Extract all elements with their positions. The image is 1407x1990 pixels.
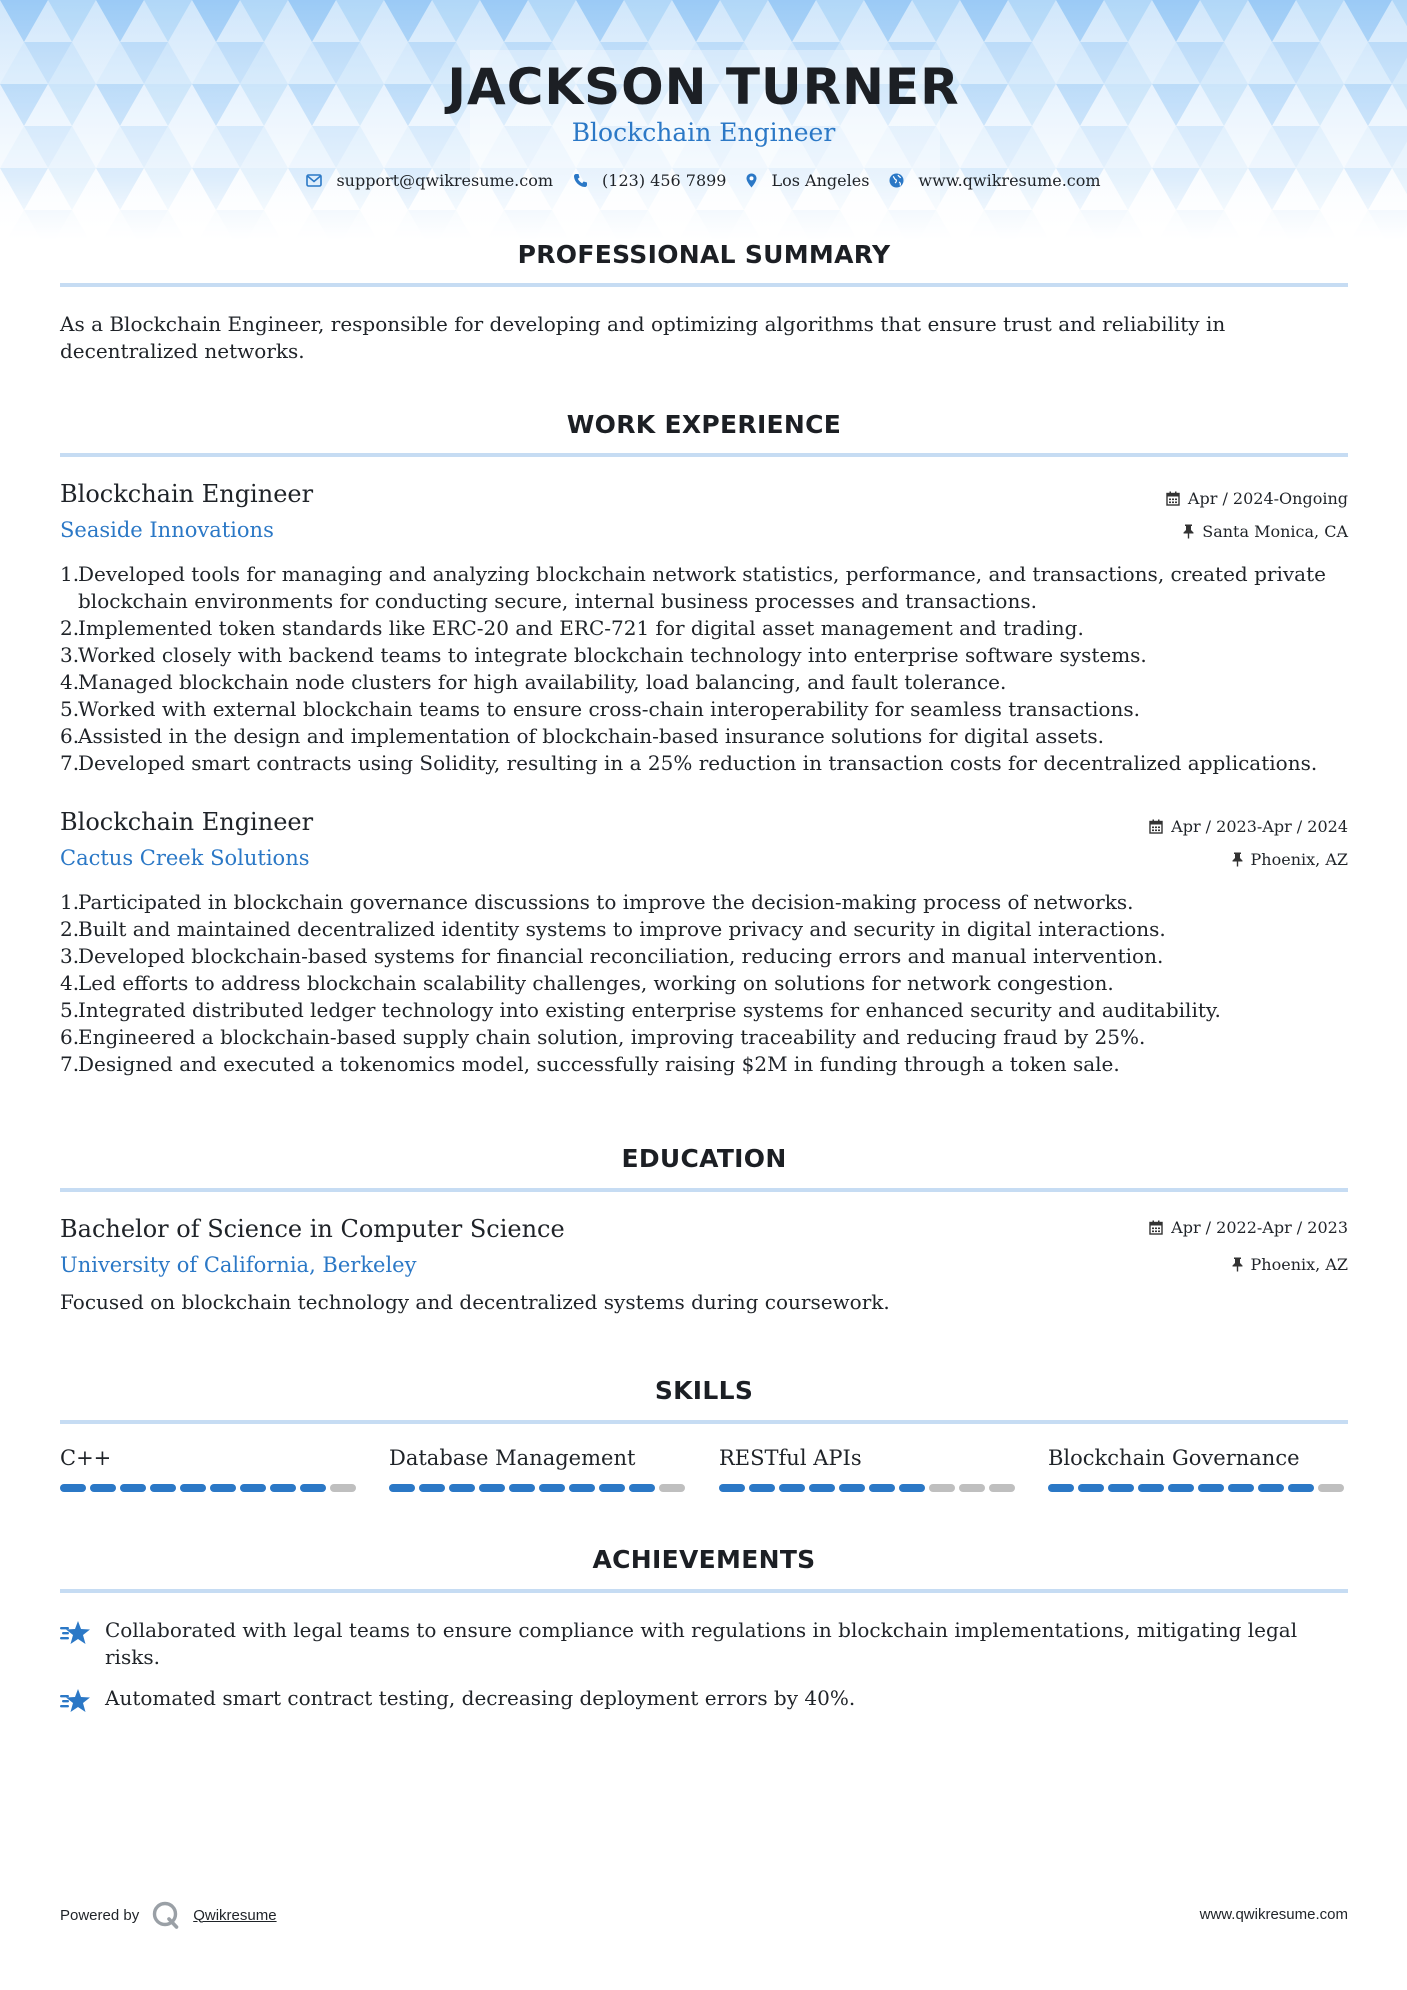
skill-dot-filled	[1168, 1484, 1194, 1492]
degree-title: Bachelor of Science in Computer Science	[60, 1215, 565, 1243]
qwikresume-link[interactable]: Qwikresume	[193, 1906, 277, 1924]
contact-phone-text: (123) 456 7899	[602, 171, 727, 190]
contact-phone[interactable]	[573, 171, 726, 190]
skill-name: Database Management	[389, 1446, 636, 1470]
experience-heading: WORK EXPERIENCE	[566, 410, 842, 439]
candidate-role: Blockchain Engineer	[571, 118, 836, 147]
calendar-icon	[1149, 1220, 1163, 1235]
list-item: 2. Built and maintained decentralized identity systems to improve privacy and security in digital interactions.	[60, 917, 1166, 941]
list-item: 7. Designed and executed a tokenomics model, successfully raising $2M in funding through a token sale.	[60, 1052, 1120, 1076]
job-title: Blockchain Engineer	[60, 808, 314, 836]
contact-email-text: support@qwikresume.com	[336, 171, 554, 190]
skill-dot-filled	[419, 1484, 445, 1492]
skill-dot-filled	[210, 1484, 236, 1492]
skill-dot-filled	[509, 1484, 535, 1492]
job-company: Seaside Innovations	[60, 518, 274, 542]
calendar-icon	[1149, 819, 1163, 834]
summary-heading: PROFESSIONAL SUMMARY	[517, 240, 891, 269]
achievements-divider	[60, 1589, 1348, 1593]
star-icon	[60, 1685, 105, 1718]
list-item: 4. Managed blockchain node clusters for high availability, load balancing, and fault tolerance.	[60, 670, 1007, 694]
skill-dot-filled	[749, 1484, 775, 1492]
candidate-name: JACKSON TURNER	[447, 58, 960, 116]
skill-dot-empty	[959, 1484, 985, 1492]
achievement-text: Collaborated with legal teams to ensure compliance with regulations in blockchain implementations, mitigating legal risks.	[105, 1618, 1298, 1669]
skill-dot-filled	[1108, 1484, 1134, 1492]
envelope-icon	[306, 174, 322, 187]
star-icon	[60, 1617, 105, 1671]
job-bullets	[60, 561, 1348, 777]
calendar-icon	[1166, 491, 1180, 506]
contact-location-text: Los Angeles	[771, 171, 870, 190]
job-date	[1166, 489, 1348, 508]
skill-dot-filled	[839, 1484, 865, 1492]
skill-dot-filled	[180, 1484, 206, 1492]
skill-level-meter	[1048, 1484, 1344, 1492]
skills-divider	[60, 1420, 1348, 1424]
list-item: 1. Developed tools for managing and analyzing blockchain network statistics, performance, and transactions, created private blockchain environments for conducting secure, internal business processes and transactions.	[60, 562, 1326, 613]
job-company: Cactus Creek Solutions	[60, 846, 310, 870]
skill-level-meter	[719, 1484, 1015, 1492]
skill-dot-filled	[539, 1484, 565, 1492]
skills-heading: SKILLS	[654, 1376, 754, 1405]
skill-dot-filled	[569, 1484, 595, 1492]
skill-dot-filled	[629, 1484, 655, 1492]
education-divider	[60, 1188, 1348, 1192]
skill-dot-filled	[300, 1484, 326, 1492]
summary-text: As a Blockchain Engineer, responsible for developing and optimizing algorithms that ensure trust and reliability in decentralized networks.	[60, 312, 1226, 363]
skill-dot-empty	[330, 1484, 356, 1492]
achievement-text: Automated smart contract testing, decreasing deployment errors by 40%.	[105, 1686, 856, 1710]
job-location	[1232, 850, 1348, 869]
skill-dot-filled	[1198, 1484, 1224, 1492]
achievements-heading: ACHIEVEMENTS	[592, 1545, 816, 1574]
pushpin-icon	[1183, 524, 1194, 539]
skill-item	[719, 1446, 1018, 1476]
list-item: 3. Worked closely with backend teams to integrate blockchain technology into enterprise software systems.	[60, 643, 1147, 667]
skill-dot-filled	[479, 1484, 505, 1492]
job-date	[1149, 817, 1348, 836]
skill-dot-filled	[1288, 1484, 1314, 1492]
skill-dot-filled	[1228, 1484, 1254, 1492]
skill-dot-filled	[1048, 1484, 1074, 1492]
job-date-text: Apr / 2023-Apr / 2024	[1171, 817, 1348, 836]
skill-dot-filled	[599, 1484, 625, 1492]
skill-dot-empty	[929, 1484, 955, 1492]
education-location-text: Phoenix, AZ	[1250, 1255, 1348, 1274]
skill-dot-filled	[240, 1484, 266, 1492]
list-item: 5. Integrated distributed ledger technology into existing enterprise systems for enhanced security and auditability.	[60, 998, 1221, 1022]
job-date-text: Apr / 2024-Ongoing	[1187, 489, 1348, 508]
skill-dot-empty	[659, 1484, 685, 1492]
skill-dot-filled	[899, 1484, 925, 1492]
skill-dot-filled	[1078, 1484, 1104, 1492]
list-item: 3. Developed blockchain-based systems for financial reconciliation, reducing errors and manual intervention.	[60, 944, 1164, 968]
list-item: 4. Led efforts to address blockchain scalability challenges, working on solutions for network congestion.	[60, 971, 1114, 995]
skill-dot-empty	[1318, 1484, 1344, 1492]
footer-website[interactable]: www.qwikresume.com	[1199, 1906, 1348, 1923]
skill-dot-filled	[719, 1484, 745, 1492]
contact-website-text: www.qwikresume.com	[918, 171, 1101, 190]
contact-website[interactable]	[889, 171, 1100, 190]
job-location	[1183, 522, 1348, 541]
skill-dot-filled	[60, 1484, 86, 1492]
experience-divider	[60, 453, 1348, 457]
skill-level-meter	[389, 1484, 685, 1492]
education-date-text: Apr / 2022-Apr / 2023	[1171, 1218, 1348, 1237]
globe-icon	[889, 173, 904, 188]
skill-item	[60, 1446, 359, 1476]
school-name: University of California, Berkeley	[60, 1253, 417, 1277]
achievement-item	[60, 1617, 1348, 1671]
contact-bar	[0, 171, 1407, 190]
pushpin-icon	[1232, 852, 1243, 867]
summary-divider	[60, 283, 1348, 287]
list-item: 1. Participated in blockchain governance discussions to improve the decision-making process of networks.	[60, 890, 1134, 914]
skill-dot-filled	[90, 1484, 116, 1492]
skill-dot-empty	[989, 1484, 1015, 1492]
job-location-text: Phoenix, AZ	[1250, 850, 1348, 869]
list-item: 7. Developed smart contracts using Solidity, resulting in a 25% reduction in transaction costs for decentralized applications.	[60, 751, 1318, 775]
education-date	[1149, 1218, 1348, 1237]
skill-name: Blockchain Governance	[1048, 1446, 1300, 1470]
list-item: 6. Engineered a blockchain-based supply chain solution, improving traceability and reducing fraud by 25%.	[60, 1025, 1146, 1049]
skill-dot-filled	[389, 1484, 415, 1492]
skill-dot-filled	[779, 1484, 805, 1492]
skill-item	[389, 1446, 688, 1476]
contact-location	[746, 171, 869, 190]
phone-icon	[573, 173, 588, 188]
list-item: 2. Implemented token standards like ERC-20 and ERC-721 for digital asset management and trading.	[60, 616, 1084, 640]
list-item: 6. Assisted in the design and implementation of blockchain-based insurance solutions for digital assets.	[60, 724, 1105, 748]
job-bullets	[60, 889, 1348, 1078]
education-heading: EDUCATION	[621, 1144, 787, 1173]
job-location-text: Santa Monica, CA	[1202, 522, 1348, 541]
skill-level-meter	[60, 1484, 356, 1492]
skill-name: C++	[60, 1446, 112, 1470]
achievement-item	[60, 1685, 1348, 1718]
contact-email[interactable]	[306, 171, 553, 190]
pushpin-icon	[1232, 1257, 1243, 1272]
education-location	[1232, 1255, 1348, 1274]
list-item: 5. Worked with external blockchain teams to ensure cross-chain interoperability for seamless transactions.	[60, 697, 1140, 721]
skill-name: RESTful APIs	[719, 1446, 862, 1470]
education-description: Focused on blockchain technology and decentralized systems during coursework.	[60, 1290, 890, 1314]
skill-dot-filled	[1138, 1484, 1164, 1492]
skill-dot-filled	[809, 1484, 835, 1492]
skill-dot-filled	[869, 1484, 895, 1492]
job-title: Blockchain Engineer	[60, 480, 314, 508]
skill-item	[1048, 1446, 1347, 1476]
skill-dot-filled	[449, 1484, 475, 1492]
map-pin-icon	[746, 173, 757, 188]
footer-powered-by	[60, 1900, 277, 1930]
skill-dot-filled	[270, 1484, 296, 1492]
skill-dot-filled	[120, 1484, 146, 1492]
powered-by-label: Powered by	[60, 1906, 140, 1924]
skill-dot-filled	[1258, 1484, 1284, 1492]
skill-dot-filled	[150, 1484, 176, 1492]
qwikresume-logo-icon	[151, 1900, 181, 1930]
